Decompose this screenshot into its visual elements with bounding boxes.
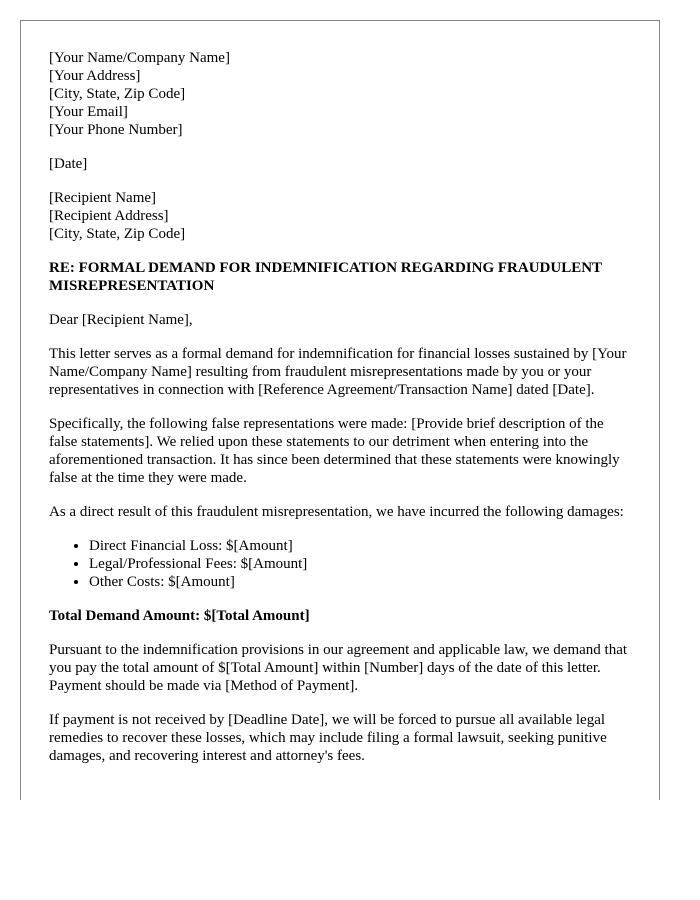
damages-list-item: • Direct Financial Loss: $[Amount] bbox=[89, 537, 631, 555]
sender-city: [City, State, Zip Code] bbox=[49, 86, 186, 102]
sender-name: [Your Name/Company Name] bbox=[49, 50, 230, 66]
body-paragraph: As a direct result of this fraudulent misrepresentation, we have incurred the following damages: bbox=[49, 504, 624, 520]
total-demand: Total Demand Amount: $[Total Amount] bbox=[49, 608, 310, 624]
letter-page bbox=[20, 20, 660, 800]
recipient-address: [Recipient Address] bbox=[49, 208, 169, 224]
letter-subject: RE: FORMAL DEMAND FOR INDEMNIFICATION REGARDING FRAUDULENT MISREPRESENTATION bbox=[49, 260, 602, 294]
letter-date: [Date] bbox=[49, 156, 88, 172]
body-paragraph: If payment is not received by [Deadline Date], we will be forced to pursue all available legal remedies to recover these losses, which may include filing a formal lawsuit, seeking punitive damages, and recovering interest and attorney's fees. bbox=[49, 712, 607, 764]
sender-phone: [Your Phone Number] bbox=[49, 122, 183, 138]
body-paragraph: Specifically, the following false representations were made: [Provide brief description of the false statements]. We relied upon these statements to our detriment when entering into the aforementioned transaction. It has since been determined that these statements were knowingly false at the time they were made. bbox=[49, 416, 620, 486]
sender-block bbox=[49, 49, 631, 139]
sender-address: [Your Address] bbox=[49, 68, 141, 84]
salutation: Dear [Recipient Name], bbox=[49, 312, 193, 328]
damages-list bbox=[49, 537, 631, 591]
recipient-block bbox=[49, 189, 631, 243]
damages-list-item: • Legal/Professional Fees: $[Amount] bbox=[89, 555, 631, 573]
body-paragraph: Pursuant to the indemnification provisions in our agreement and applicable law, we demand that you pay the total amount of $[Total Amount] within [Number] days of the date of this letter. Payment should be made via [Method of Payment]. bbox=[49, 642, 628, 694]
body-paragraph: This letter serves as a formal demand for indemnification for financial losses sustained by [Your Name/Company Name] resulting from fraudulent misrepresentations made by you or your representatives in connection with [Reference Agreement/Transaction Name] dated [Date]. bbox=[49, 346, 627, 398]
sender-email: [Your Email] bbox=[49, 104, 128, 120]
recipient-name: [Recipient Name] bbox=[49, 190, 157, 206]
recipient-city: [City, State, Zip Code] bbox=[49, 226, 186, 242]
damages-list-item: • Other Costs: $[Amount] bbox=[89, 573, 631, 591]
